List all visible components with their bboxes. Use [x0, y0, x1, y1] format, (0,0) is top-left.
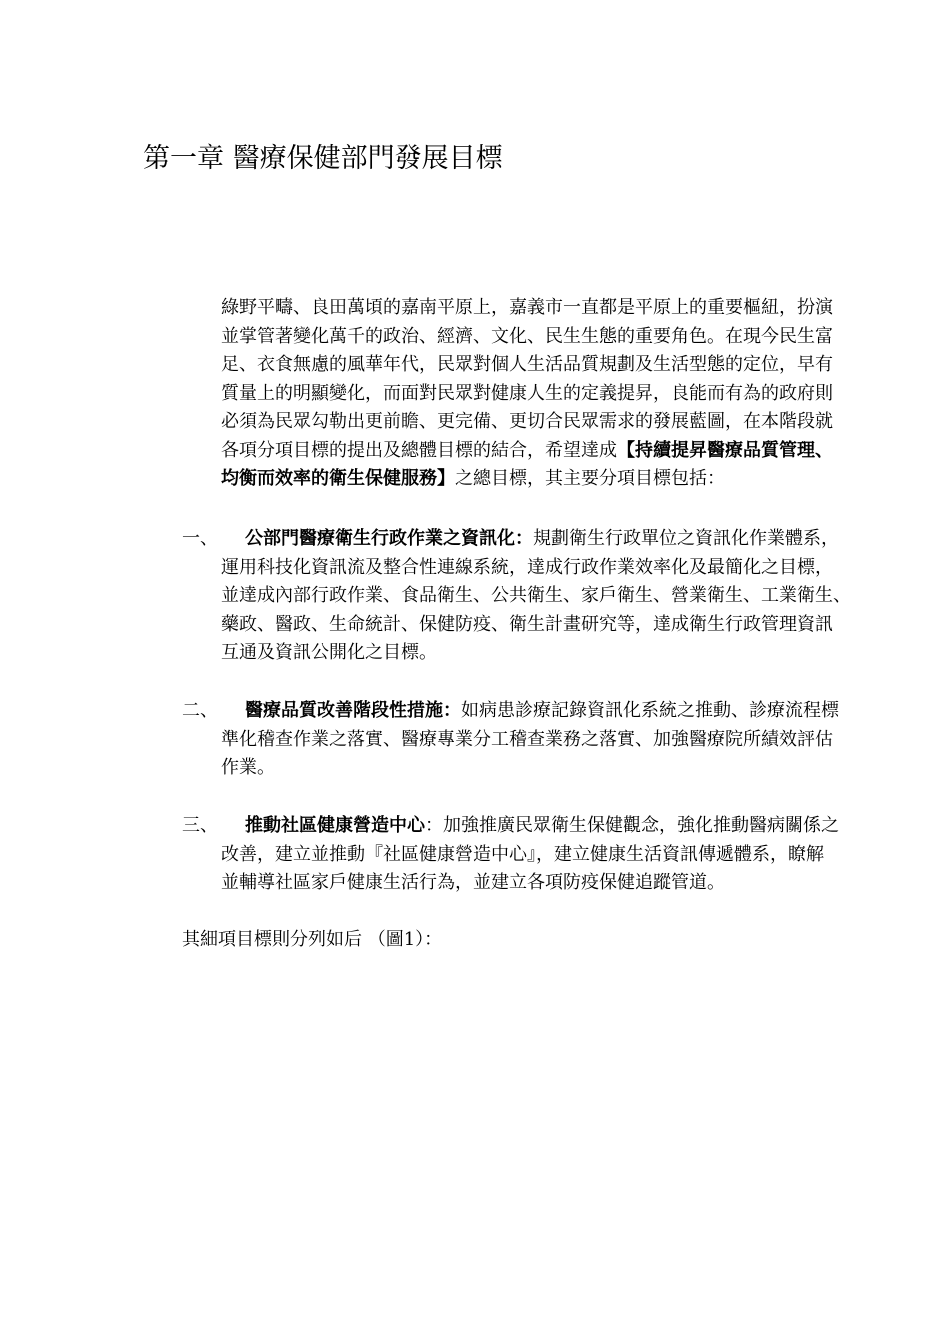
item-line: 互通及資訊公開化之目標。	[221, 642, 437, 663]
item-line: 並達成內部行政作業、食品衛生、公共衛生、家戶衛生、營業衛生、工業衛生、	[221, 585, 851, 606]
intro-line	[221, 437, 833, 466]
intro-text: 各項分項目標的提出及總體目標的結合，希望達成	[221, 439, 617, 461]
item-line	[221, 812, 839, 841]
item-text: 規劃衛生行政單位之資訊化作業體系，	[533, 528, 839, 549]
chapter-title: 第一章 醫療保健部門發展目標	[143, 143, 503, 174]
intro-line: 並掌管著變化萬千的政治、經濟、文化、民生生態的重要角色。在現今民生富	[221, 325, 833, 347]
overall-goal-emphasis: 【持續提昇醫療品質管理、	[617, 439, 833, 461]
item-heading: 推動社區健康營造中心	[245, 815, 425, 836]
intro-line: 綠野平疇、良田萬頃的嘉南平原上，嘉義市一直都是平原上的重要樞紐，扮演	[221, 297, 833, 318]
item-line: 準化稽查作業之落實、醫療專業分工稽查業務之落實、加強醫療院所績效評估	[221, 728, 833, 750]
intro-line: 必須為民眾勾勒出更前瞻、更完備、更切合民眾需求的發展藍圖，在本階段就	[221, 411, 833, 432]
item-line	[221, 697, 839, 726]
item-number: 三、	[182, 815, 218, 836]
intro-text: 之總目標，其主要分項目標包括：	[455, 468, 725, 489]
intro-line: 足、衣食無慮的風華年代，民眾對個人生活品質規劃及生活型態的定位，早有	[221, 354, 833, 375]
item-heading: 公部門醫療衛生行政作業之資訊化：	[245, 528, 533, 549]
item-line: 改善，建立並推動『社區健康營造中心』，建立健康生活資訊傳遞體系，瞭解	[221, 843, 824, 865]
item-number: 二、	[182, 700, 218, 721]
item-text: ：加強推廣民眾衛生保健觀念，強化推動醫病關係之	[425, 815, 839, 836]
intro-paragraph	[221, 294, 833, 494]
closing-text: 其細項目標則分列如后 （圖1）：	[182, 929, 443, 950]
overall-goal-emphasis: 均衡而效率的衛生保健服務】	[221, 468, 455, 489]
item-text: 如病患診療記錄資訊化系統之推動、診療流程標	[461, 700, 839, 721]
item-heading: 醫療品質改善階段性措施：	[245, 700, 461, 721]
intro-line: 質量上的明顯變化，而面對民眾對健康人生的定義提昇，良能而有為的政府則	[221, 382, 833, 404]
item-line	[221, 525, 851, 554]
closing-line	[182, 926, 442, 955]
item-line: 藥政、醫政、生命統計、保健防疫、衛生計畫研究等，達成衛生行政管理資訊	[221, 613, 833, 635]
item-body	[221, 697, 839, 783]
item-line: 運用科技化資訊流及整合性連線系統，達成行政作業效率化及最簡化之目標，	[221, 556, 833, 578]
item-line: 作業。	[221, 757, 275, 778]
item-line: 並輔導社區家戶健康生活行為，並建立各項防疫保健追蹤管道。	[221, 872, 725, 893]
item-body	[221, 525, 851, 668]
intro-line	[221, 465, 833, 494]
item-body	[221, 812, 839, 898]
item-number: 一、	[182, 528, 218, 549]
